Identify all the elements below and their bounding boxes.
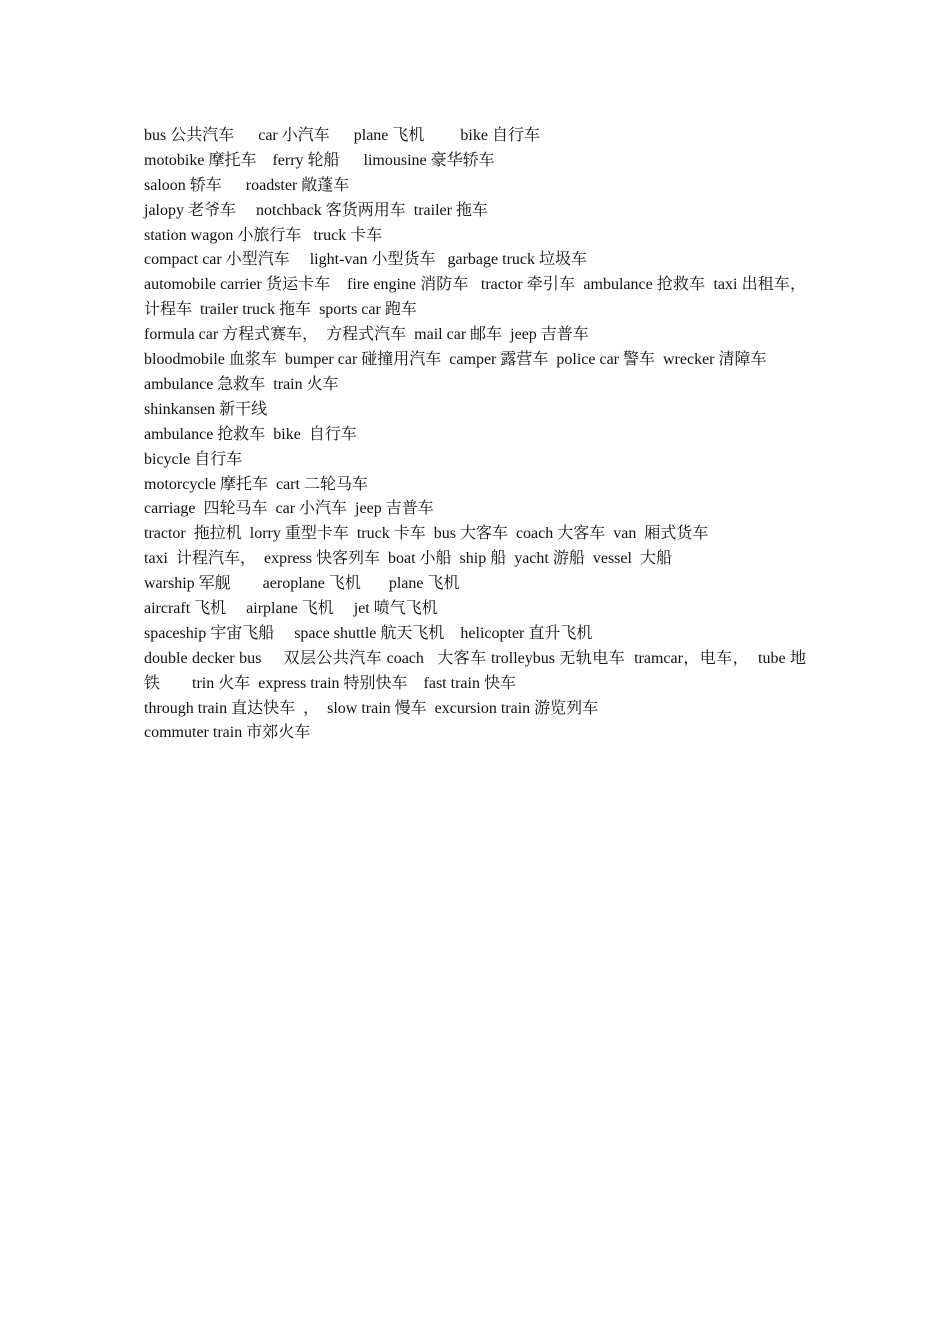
text-line: jalopy 老爷车 notchback 客货两用车 trailer 拖车	[144, 201, 488, 219]
text-line: ambulance 急救车 train 火车	[144, 375, 339, 393]
text-line: warship 军舰 aeroplane 飞机 plane 飞机	[144, 575, 460, 593]
text-paragraph: double decker bus 双层公共汽车 coach 大客车 trolleybus 无轨电车 tramcar，电车， tube 地铁 trin 火车 express train 特别快车 fast train 快车	[144, 649, 806, 692]
text-line: motorcycle 摩托车 cart 二轮马车	[144, 475, 368, 493]
text-line: motobike 摩托车 ferry 轮船 limousine 豪华轿车	[144, 151, 495, 169]
text-line: saloon 轿车 roadster 敞蓬车	[144, 176, 350, 194]
text-line: through train 直达快车 ， slow train 慢车 excursion train 游览列车	[144, 699, 599, 717]
text-line: compact car 小型汽车 light-van 小型货车 garbage truck 垃圾车	[144, 251, 588, 269]
text-line: bus 公共汽车 car 小汽车 plane 飞机 bike 自行车	[144, 127, 540, 144]
text-line: formula car 方程式赛车， 方程式汽车 mail car 邮车 jeep 吉普车	[144, 326, 589, 344]
text-line: bloodmobile 血浆车 bumper car 碰撞用汽车 camper 露营车 police car 警车 wrecker 清障车	[144, 351, 767, 369]
text-line: ambulance 抢救车 bike 自行车	[144, 425, 357, 443]
text-paragraph: automobile carrier 货运卡车 fire engine 消防车 tractor 牵引车 ambulance 抢救车 taxi 出租车， 计程车 trailer truck 拖车 sports car 跑车	[144, 276, 814, 319]
text-line: shinkansen 新干线	[144, 400, 268, 418]
text-line: station wagon 小旅行车 truck 卡车	[144, 226, 383, 244]
text-line: aircraft 飞机 airplane 飞机 jet 喷气飞机	[144, 599, 438, 617]
text-line: spaceship 宇宙飞船 space shuttle 航天飞机 helicopter 直升飞机	[144, 624, 593, 642]
text-line: carriage 四轮马车 car 小汽车 jeep 吉普车	[144, 500, 434, 518]
vocabulary-list	[144, 124, 814, 746]
text-line: tractor 拖拉机 lorry 重型卡车 truck 卡车 bus 大客车 coach 大客车 van 厢式货车	[144, 525, 709, 543]
text-line: bicycle 自行车	[144, 450, 243, 468]
text-line: commuter train 市郊火车	[144, 724, 311, 742]
text-line: taxi 计程汽车， express 快客列车 boat 小船 ship 船 yacht 游船 vessel 大船	[144, 550, 672, 568]
